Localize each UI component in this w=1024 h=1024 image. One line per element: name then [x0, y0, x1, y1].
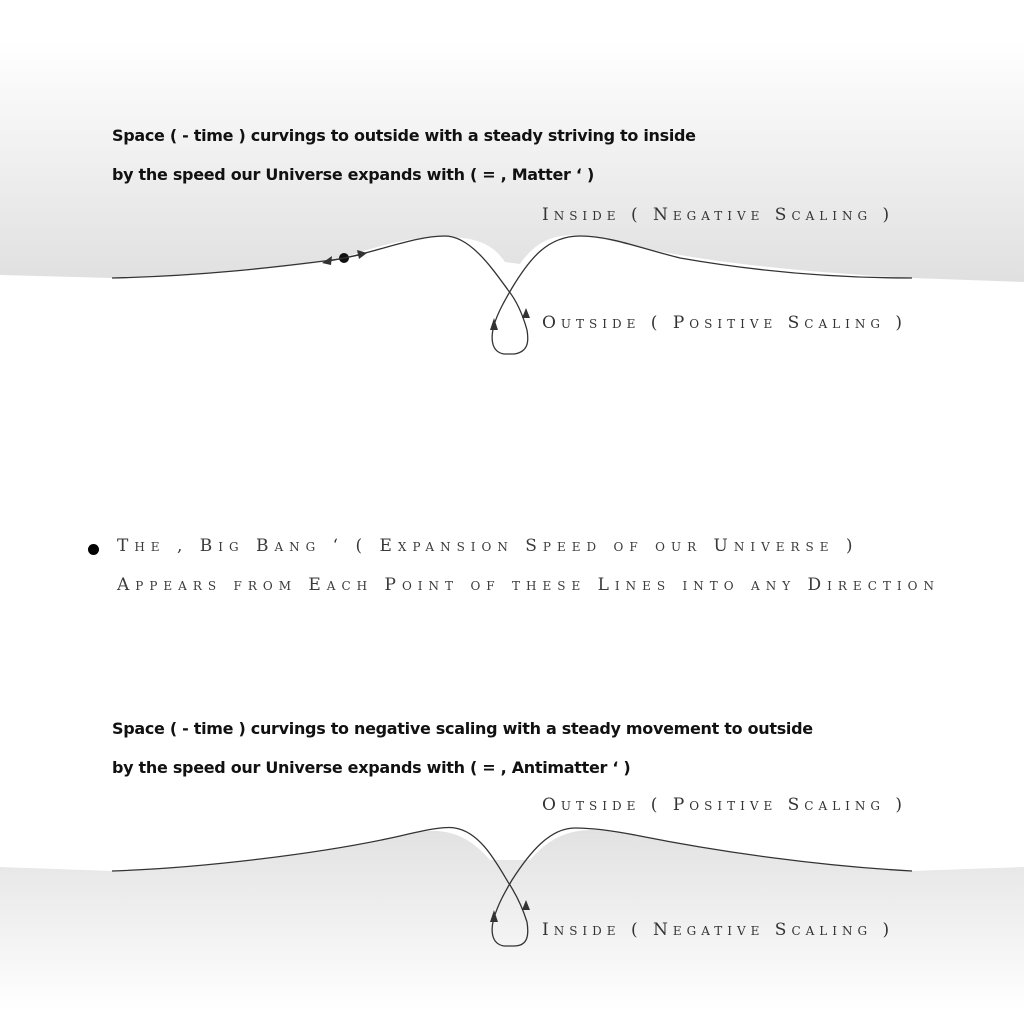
- matter-loop-arrow-left-icon: [490, 318, 498, 330]
- matter-space-band: [0, 40, 1024, 282]
- matter-label-outside: Outside ( Positive Scaling ): [542, 313, 907, 333]
- matter-loop-arrow-right-icon: [522, 308, 530, 318]
- matter-label-inside: Inside ( Negative Scaling ): [542, 205, 895, 225]
- matter-line-1: Space ( - time ) curvings to outside with a steady striving to inside: [112, 126, 696, 145]
- antimatter-line-2: by the speed our Universe expands with ( = , Antimatter ‘ ): [112, 758, 631, 777]
- matter-line-2: by the speed our Universe expands with ( = , Matter ‘ ): [112, 165, 594, 184]
- big-bang-line-2: Appears from Each Point of these Lines into any Direction: [117, 575, 940, 595]
- antimatter-label-inside: Inside ( Negative Scaling ): [542, 920, 895, 940]
- big-bang-line-1: The , Big Bang ‘ ( Expansion Speed of our Universe ): [117, 536, 859, 556]
- antimatter-label-outside: Outside ( Positive Scaling ): [542, 795, 907, 815]
- antimatter-line-1: Space ( - time ) curvings to negative scaling with a steady movement to outside: [112, 719, 813, 738]
- bullet-icon: [88, 544, 99, 555]
